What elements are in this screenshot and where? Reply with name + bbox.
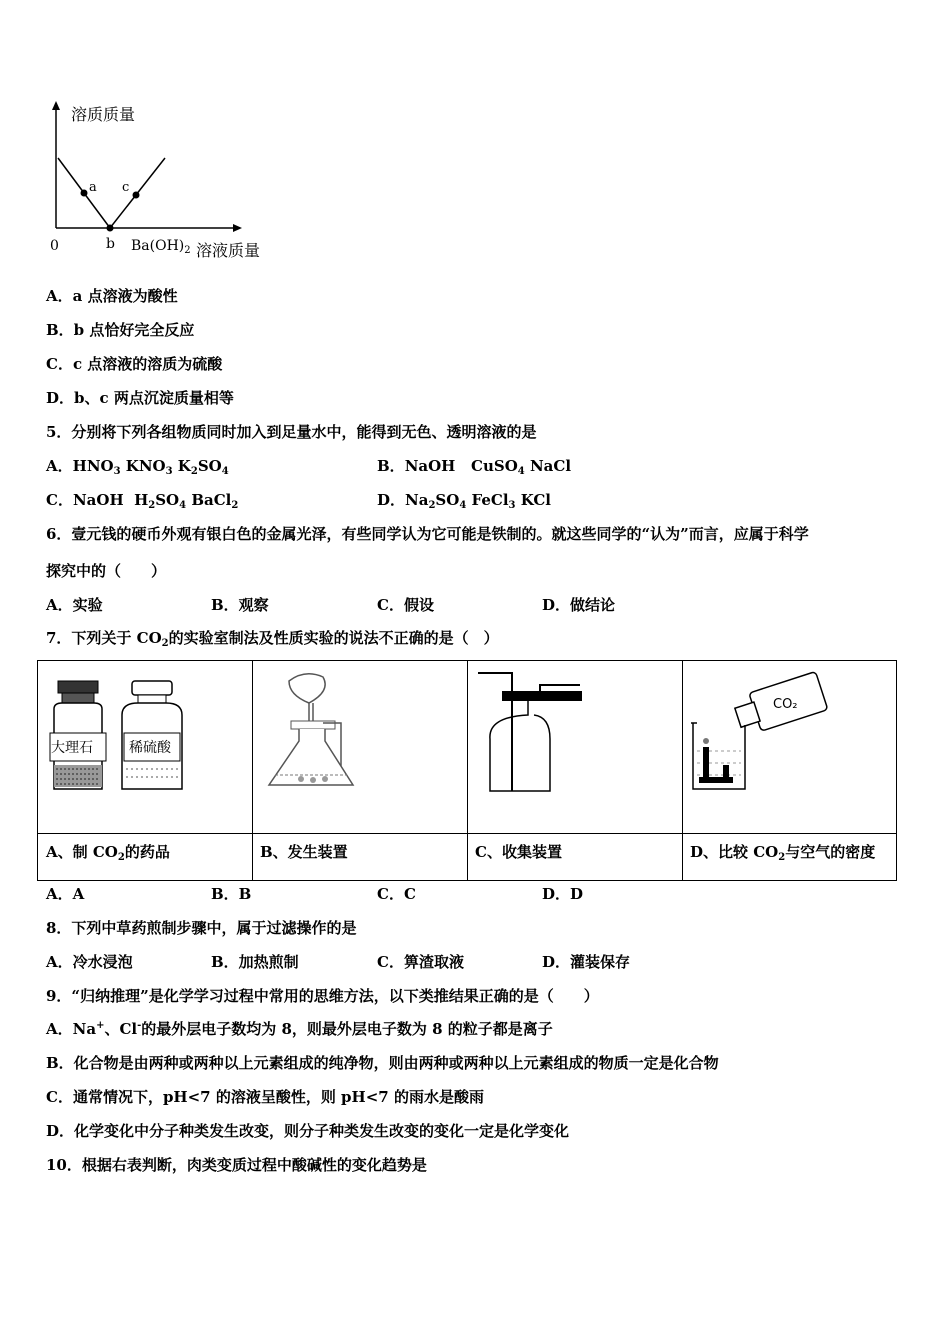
q9-option-c: C．通常情况下，pH<7 的溶液呈酸性，则 pH<7 的雨水是酸雨 (46, 1088, 484, 1106)
q6-option-c: C．假设 (377, 596, 434, 614)
q8-option-d: D．灌装保存 (542, 953, 631, 971)
q5-option-c: C．NaOH $H_2SO_4$ BaCl$_2$ (46, 491, 239, 511)
q10-stem: 10．根据右表判断，肉类变质过程中酸碱性的变化趋势是 (46, 1156, 427, 1174)
q9-option-b: B．化合物是由两种或两种以上元素组成的纯净物，则由两种或两种以上元素组成的物质一定是化合物 (46, 1054, 719, 1072)
x-axis-label: 溶液质量 (196, 241, 261, 260)
q4-option-c: C．c 点溶液的溶质为硫酸 (46, 355, 223, 373)
q4-option-d: D．b、c 两点沉淀质量相等 (46, 389, 234, 407)
x-axis-reagent: $Ba(OH)_2$ (131, 238, 191, 256)
point-a-label: a (89, 180, 97, 195)
point-c-label: c (122, 180, 130, 195)
cell-generation-apparatus (253, 661, 467, 833)
gas-bottle-illustration (468, 661, 682, 833)
y-axis-label: 溶质质量 (71, 105, 136, 124)
solute-mass-graph (40, 98, 280, 263)
q8-option-b: B．加热煎制 (211, 953, 299, 971)
point-b-dot (107, 225, 114, 232)
point-a-dot (81, 190, 88, 197)
q8-option-a: A．冷水浸泡 (46, 953, 133, 971)
beaker-candles-illustration (683, 661, 897, 833)
q6-stem-line1: 6．壹元钱的硬币外观有银白色的金属光泽，有些同学认为它可能是铁制的。就这些同学的“认为”而言，应属于科学 (46, 525, 809, 543)
q5-option-a: A．$HNO_3$ $KNO_3$ $K_2SO_4$ (46, 457, 229, 477)
flask-funnel-illustration (253, 661, 467, 833)
q7-option-a: A．A (46, 885, 85, 903)
caption-b: B、发生装置 (260, 843, 348, 861)
q8-stem: 8．下列中草药煎制步骤中，属于过滤操作的是 (46, 919, 357, 937)
q7-stem: 7．下列关于 $CO_2$的实验室制法及性质实验的说法不正确的是（ ） (46, 629, 499, 649)
cell-collection-apparatus (468, 661, 682, 833)
cell-density-comparison (683, 661, 897, 833)
q5-option-d: D．$Na_2SO_4$ FeCl$_3$ KCl (377, 491, 551, 511)
origin-label: 0 (50, 238, 59, 254)
q9-stem: 9．“归纳推理”是化学学习过程中常用的思维方法，以下类推结果正确的是（ ） (46, 987, 599, 1005)
bottle-label-acid: 稀硫酸 (129, 740, 171, 756)
q6-option-a: A．实验 (46, 596, 103, 614)
q7-option-b: B．B (211, 885, 252, 903)
cell-reagents (38, 661, 252, 833)
q6-option-b: B．观察 (211, 596, 269, 614)
bottle-label-marble: 大理石 (51, 740, 93, 756)
q5-stem: 5．分别将下列各组物质同时加入到足量水中，能得到无色、透明溶液的是 (46, 423, 537, 441)
q5-option-b: B．NaOH CuSO$_4$ NaCl (377, 457, 572, 477)
q9-option-d: D．化学变化中分子种类发生改变，则分子种类发生改变的变化一定是化学变化 (46, 1122, 570, 1140)
caption-d: D、比较 $CO_2$与空气的密度 (690, 843, 876, 863)
q6-option-d: D．做结论 (542, 596, 616, 614)
q8-option-c: C．箅渣取液 (377, 953, 464, 971)
caption-c: C、收集装置 (475, 843, 562, 861)
q7-option-d: D．D (542, 885, 584, 903)
q4-option-b: B．b 点恰好完全反应 (46, 321, 195, 339)
q4-option-a: A．a 点溶液为酸性 (46, 287, 178, 305)
q9-option-a: A．Na+、Cl-的最外层电子数均为 8，则最外层电子数为 8 的粒子都是离子 (46, 1020, 553, 1038)
point-c-dot (133, 192, 140, 199)
point-b-label: b (106, 236, 115, 252)
co2-bottle-label: CO₂ (773, 697, 798, 712)
caption-a: A、制 $CO_2$的药品 (46, 843, 170, 863)
q7-option-c: C．C (377, 885, 416, 903)
q6-stem-line2: 探究中的（ ） (46, 562, 167, 580)
q7-apparatus-table (37, 660, 897, 881)
